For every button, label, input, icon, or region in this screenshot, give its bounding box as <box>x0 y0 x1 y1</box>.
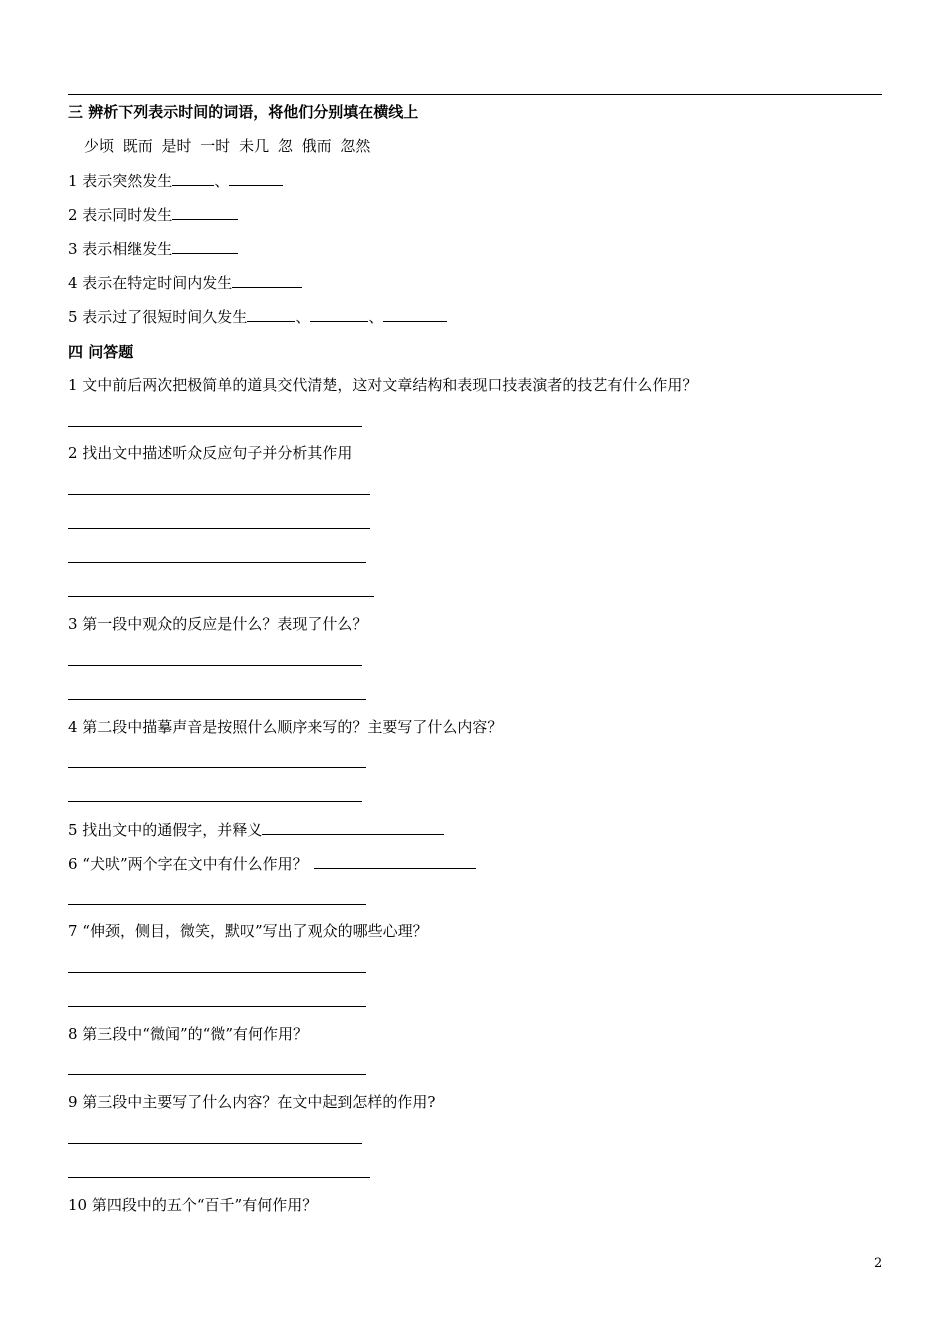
item-text: 2 表示同时发生 <box>68 206 173 224</box>
question-2: 2 找出文中描述听众反应句子并分析其作用 <box>68 444 353 462</box>
section3-heading: 三 辨析下列表示时间的词语，将他们分别填在横线上 <box>68 103 419 121</box>
answer-line[interactable] <box>68 494 370 495</box>
item-text: 3 表示相继发生 <box>68 240 173 258</box>
question-7: 7 “伸颈，侧目，微笑，默叹”写出了观众的哪些心理？ <box>68 922 428 940</box>
answer-line[interactable] <box>68 1006 366 1007</box>
question-3: 3 第一段中观众的反应是什么？表现了什么？ <box>68 615 368 633</box>
answer-line[interactable] <box>68 562 366 563</box>
item-text: 1 表示突然发生 <box>68 172 173 190</box>
fill-blank[interactable] <box>262 819 444 835</box>
separator: 、 <box>368 308 384 326</box>
header-rule <box>68 94 882 95</box>
answer-line[interactable] <box>68 596 374 597</box>
answer-line[interactable] <box>68 767 366 768</box>
question-text: 5 找出文中的通假字，并释义 <box>68 821 263 839</box>
separator: 、 <box>214 172 230 190</box>
answer-line[interactable] <box>68 665 362 666</box>
question-8: 8 第三段中“微闻”的“微”有何作用？ <box>68 1025 308 1043</box>
fill-blank[interactable] <box>247 306 295 322</box>
page-number: 2 <box>874 1256 883 1271</box>
answer-line[interactable] <box>68 801 362 802</box>
fill-blank[interactable] <box>232 272 302 288</box>
section3-item-3 <box>68 238 238 259</box>
answer-line[interactable] <box>68 528 370 529</box>
fill-blank[interactable] <box>383 306 447 322</box>
question-6 <box>68 853 476 874</box>
item-text: 4 表示在特定时间内发生 <box>68 274 233 292</box>
section3-item-5 <box>68 306 447 327</box>
answer-line[interactable] <box>68 1143 362 1144</box>
fill-blank[interactable] <box>314 853 476 869</box>
fill-blank[interactable] <box>172 204 238 220</box>
question-text: 6 “犬吠”两个字在文中有什么作用？ <box>68 855 308 873</box>
fill-blank[interactable] <box>229 170 283 186</box>
section3-item-4 <box>68 272 302 293</box>
section3-item-2 <box>68 204 238 225</box>
section4-heading: 四 问答题 <box>68 343 134 361</box>
answer-line[interactable] <box>68 699 366 700</box>
fill-blank[interactable] <box>172 238 238 254</box>
question-1: 1 文中前后两次把极简单的道具交代清楚，这对文章结构和表现口技表演者的技艺有什么作用？ <box>68 376 698 394</box>
answer-line[interactable] <box>68 904 366 905</box>
answer-line[interactable] <box>68 1074 366 1075</box>
question-10: 10 第四段中的五个“百千”有何作用？ <box>68 1196 318 1214</box>
word-bank: 少顷 既而 是时 一时 未几 忽 俄而 忽然 <box>84 137 371 155</box>
section3-item-1 <box>68 170 283 191</box>
answer-line[interactable] <box>68 1177 370 1178</box>
question-5 <box>68 819 444 840</box>
question-4: 4 第二段中描摹声音是按照什么顺序来写的？主要写了什么内容？ <box>68 718 503 736</box>
fill-blank[interactable] <box>310 306 368 322</box>
answer-line[interactable] <box>68 426 362 427</box>
answer-line[interactable] <box>68 972 366 973</box>
question-9: 9 第三段中主要写了什么内容？在文中起到怎样的作用? <box>68 1093 436 1111</box>
separator: 、 <box>295 308 311 326</box>
fill-blank[interactable] <box>172 170 214 186</box>
item-text: 5 表示过了很短时间久发生 <box>68 308 248 326</box>
